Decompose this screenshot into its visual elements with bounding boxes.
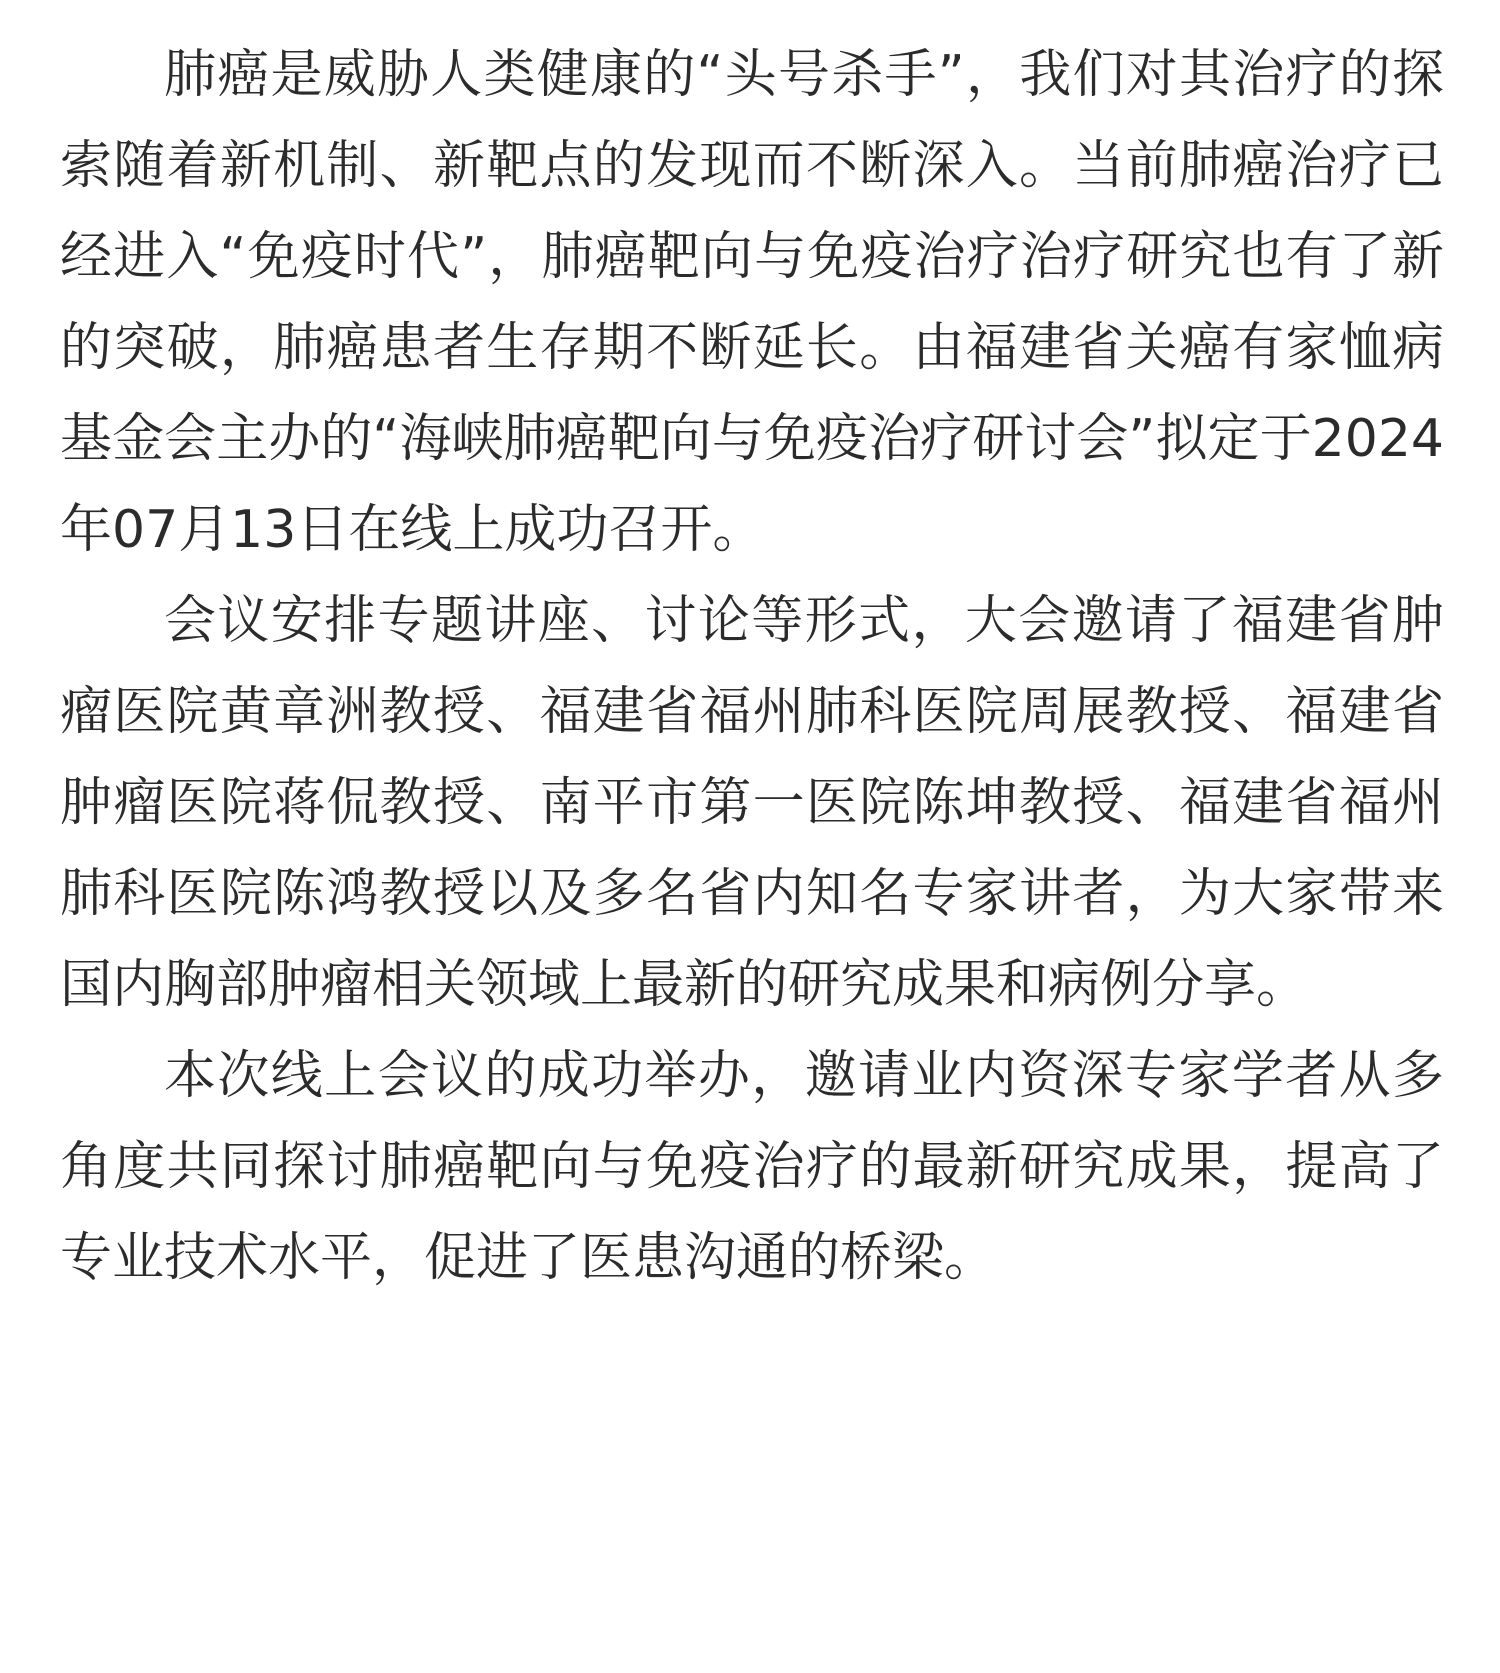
paragraph-summary: 本次线上会议的成功举办，邀请业内资深专家学者从多角度共同探讨肺癌靶向与免疫治疗的最新研究成果，提高了专业技术水平，促进了医患沟通的桥梁。 bbox=[60, 1046, 1444, 1288]
paragraph-speakers: 会议安排专题讲座、讨论等形式，大会邀请了福建省肿瘤医院黄章洲教授、福建省福州肺科医院周展教授、福建省肿瘤医院蒋侃教授、南平市第一医院陈坤教授、福建省福州肺科医院陈鸿教授以及多名省内知名专家讲者，为大家带来国内胸部肿瘤相关领域上最新的研究成果和病例分享。 bbox=[60, 591, 1444, 1015]
paragraph-intro: 肺癌是威胁人类健康的“头号杀手”，我们对其治疗的探索随着新机制、新靶点的发现而不断深入。当前肺癌治疗已经进入“免疫时代”，肺癌靶向与免疫治疗治疗研究也有了新的突破，肺癌患者生存期不断延长。由福建省关癌有家恤病基金会主办的“海峡肺癌靶向与免疫治疗研讨会”拟定于2024年07月13日在线上成功召开。 bbox=[60, 45, 1444, 560]
article-body bbox=[60, 30, 1444, 1304]
